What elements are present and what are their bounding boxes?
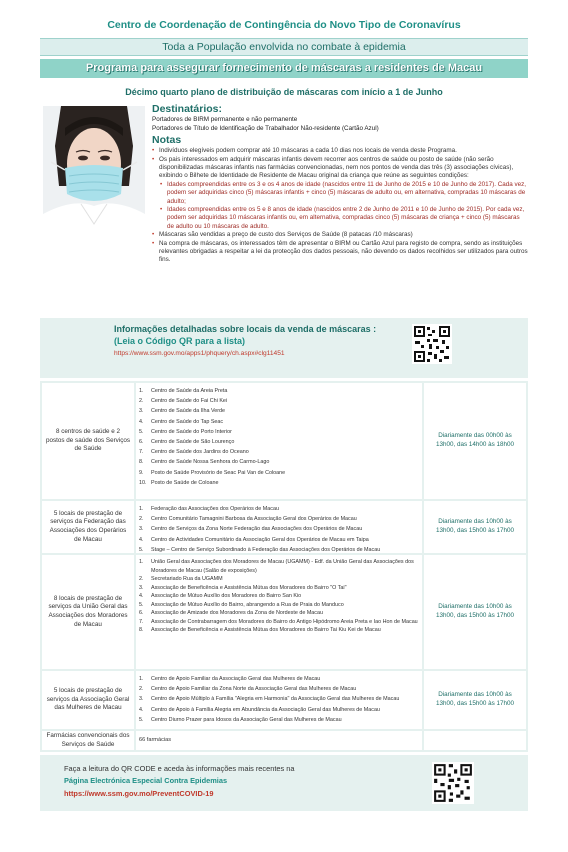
- page-subtitle: Toda a População envolvida no combate à epidemia: [40, 38, 528, 56]
- qr-code-icon[interactable]: [412, 324, 452, 364]
- notas-title: Notas: [152, 134, 182, 147]
- intro-text: [152, 103, 528, 265]
- group-cell: 5 locais de prestação de serviços da Associação Geral das Mulheres de Macau: [42, 671, 134, 729]
- info-section: [40, 318, 528, 378]
- places-cell: [136, 731, 422, 750]
- notes-list: [152, 147, 528, 265]
- places-cell: [136, 501, 422, 553]
- group-cell: Farmácias convencionais dos Serviços de Saúde: [42, 731, 134, 750]
- list-item: 5. Stage – Centro de Serviço Subordinado à Federação das Associações dos Operários de Macau: [139, 546, 381, 553]
- list-item: 4. Centro de Actividades Comunitário da Associação Geral dos Operários de Macau em Taipa: [139, 536, 369, 543]
- plan-title: Décimo quarto plano de distribuição de máscaras com início a 1 de Junho: [125, 87, 443, 97]
- list-item: 3. Centro de Serviços da Zona Norte Federação das Associações dos Operários de Macau: [139, 526, 363, 533]
- places-cell: [136, 671, 422, 729]
- destinatarios-line: Portadores de BIRM permanente e não permanente: [152, 116, 298, 123]
- intro-section: [40, 103, 528, 315]
- table-row: [42, 671, 526, 729]
- list-item: 4. Centro de Saúde do Tap Seac: [139, 418, 224, 425]
- list-item: 1. Centro de Saúde da Areia Preta: [139, 388, 228, 394]
- poster: [40, 18, 528, 811]
- list-item: 2. Centro de Saúde do Fai Chi Kei: [139, 398, 228, 405]
- hours-cell: Diariamente das 10h00 às 13h00, das 15h00 às 17h00: [424, 671, 526, 729]
- list-item: 5. Centro de Saúde do Porto Interior: [139, 428, 232, 435]
- qr-code-icon[interactable]: [432, 762, 474, 804]
- table-row: [42, 555, 526, 669]
- table-row: [42, 501, 526, 553]
- table-row: [42, 731, 526, 750]
- list-item: 4. Centro de Apoio à Família Alegria em Abundância da Associação Geral das Mulheres de Macau: [139, 706, 380, 713]
- note-item: • Na compra de máscaras, os interessados têm de apresentar o BIRM ou Cartão Azul para registo de compra, sendo as instituições relevantes obrigadas a respeitar a lei da protecção dos dados pessoais, não devendo os dados recolhidos ser utilizados para outros fins.: [152, 240, 528, 265]
- list-item: 4. Associação de Mútuo Auxílio dos Moradores do Bairro San Kio: [139, 593, 302, 599]
- list-item: 5. Associação de Mútuo Auxílio do Bairro, abrangendo a Rua de Praia do Manduco: [139, 601, 344, 608]
- footer-page-name: Página Electrónica Especial Contra Epidemias: [64, 776, 228, 785]
- list-item: 7. Centro de Saúde dos Jardins do Oceano: [139, 449, 249, 456]
- destinatarios-line: Portadores de Título de Identificação de Trabalhador Não-residente (Cartão Azul): [152, 124, 379, 132]
- places-cell: [136, 383, 422, 499]
- note-item: • Os pais interessados em adquirir máscaras infantis devem recorrer aos centros de saúde ou posto de saúde (não serão disponibilizadas máscaras infantis nas farmácias convencionadas, nem nos pontos de venda das três (3) associações cívicas), exibindo o Bilhete de Identidade de Residente de Macau original da criança que reúne as seguintes condições:: [152, 156, 528, 181]
- locations-table: [40, 381, 528, 752]
- hours-cell: Diariamente das 10h00 às 13h00, das 15h00 às 17h00: [424, 501, 526, 553]
- footer-link[interactable]: https://www.ssm.gov.mo/PreventCOVID-19: [64, 789, 214, 798]
- hours-cell: Diariamente das 00h00 às 13h00, das 14h00 às 18h00: [424, 383, 526, 499]
- group-cell: 8 centros de saúde e 2 postos de saúde dos Serviços de Saúde: [42, 383, 134, 499]
- footer-section: [40, 755, 528, 811]
- list-item: 1. Centro de Apoio Familiar da Associação Geral das Mulheres de Macau: [139, 676, 321, 682]
- hours-cell: [424, 731, 526, 750]
- footer-text: Faça a leitura do QR CODE e aceda às informações mais recentes na: [64, 764, 295, 773]
- list-item: 1. União Geral das Associações dos Moradores de Macau (UGAMM) - Edf. da União Geral das Associações dos Moradores de Macau (Salão de exposições): [139, 559, 414, 574]
- list-item: 6. Associação de Amizade dos Moradores da Zona de Nordeste de Macau: [139, 610, 323, 616]
- list-item: 8. Associação de Beneficência e Assistência Mútua dos Moradores do Bairro Tai Kiu Kei de Macau: [139, 627, 381, 633]
- list-item: 5. Centro Diurno Prazer para Idosos da Associação Geral das Mulheres de Macau: [139, 716, 342, 723]
- pharmacy-count: 66 farmácias: [139, 737, 172, 744]
- info-link[interactable]: https://www.ssm.gov.mo/apps1/phquery/ch.aspx#clg11451: [114, 350, 285, 357]
- program-banner: Programa para assegurar fornecimento de máscaras a residentes de Macau: [40, 59, 528, 78]
- info-subtitle: (Leia o Código QR para a lista): [114, 336, 246, 346]
- list-item: 6. Centro de Saúde de São Lourenço: [139, 439, 235, 446]
- list-item: 2. Centro Comunitário Tamagnini Barbosa da Associação Geral dos Operários de Macau: [139, 516, 357, 523]
- note-item: • Máscaras são vendidas a preço de custo dos Serviços de Saúde (8 patacas /10 máscaras): [152, 231, 528, 239]
- list-item: 10. Posto de Saúde de Coloane: [139, 479, 219, 486]
- woman-with-mask-photo: [43, 106, 145, 236]
- list-item: 3. Centro de Saúde da Ilha Verde: [139, 408, 226, 415]
- list-item: 3. Centro de Apoio Múltiplo à Família "Alegria em Harmonia" da Associação Geral das Mulheres de Macau: [139, 696, 400, 703]
- list-item: 7. Associação de Contrabarragem dos Moradores do Bairro do Antigo Hipódromo Areia Preta e Iao Hon de Macau: [139, 618, 418, 625]
- group-cell: 5 locais de prestação de serviços da Federação das Associações dos Operários de Macau: [42, 501, 134, 553]
- places-cell: [136, 555, 422, 669]
- group-cell: 8 locais de prestação de serviços da União Geral das Associações dos Moradores de Macau: [42, 555, 134, 669]
- list-item: 1. Federação das Associações dos Operários de Macau: [139, 506, 279, 512]
- info-title: Informações detalhadas sobre locais da venda de máscaras :: [114, 324, 377, 334]
- destinatarios-title: Destinatários:: [152, 103, 223, 115]
- list-item: 9. Posto de Saúde Provisório de Seac Pai Van de Coloane: [139, 469, 286, 476]
- table-row: [42, 383, 526, 499]
- note-item: • Indivíduos elegíveis podem comprar até 10 máscaras a cada 10 dias nos locais de venda deste Programa.: [152, 147, 528, 155]
- note-subitem: • Idades compreendidas entre os 3 e os 4 anos de idade (nascidos entre 11 de Junho de 2015 e 10 de Junho de 2017). Cada vez, podem ser adquiridas cinco (5) máscaras infantis + cinco (5) máscaras de adulto ou, em alternativa, compradas 10 máscaras de adulto;: [152, 181, 528, 206]
- list-item: 2. Centro de Apoio Familiar da Zona Norte da Associação Geral das Mulheres de Macau: [139, 686, 357, 693]
- note-subitem: • Idades compreendidas entre os 5 e 8 anos de idade (nascidos entre 2 de Junho de 2011 e 10 de Junho de 2015). Por cada vez, podem ser adquiridas 10 máscaras infantis ou, em alternativa, compradas cinco (5) máscaras de criança + cinco (5) máscaras de adulto ou 10 máscaras de adulto.: [152, 206, 528, 231]
- hours-cell: Diariamente das 10h00 às 13h00, das 15h00 às 17h00: [424, 555, 526, 669]
- page-title: Centro de Coordenação de Contingência do Novo Tipo de Coronavírus: [107, 19, 461, 31]
- list-item: 3. Associação de Beneficência e Assistência Mútua dos Moradores do Bairro "O Tai": [139, 584, 347, 591]
- list-item: 8. Centro de Saúde Nossa Senhora do Carmo-Lago: [139, 459, 270, 466]
- list-item: 2. Secretariado Rua da UGAMM: [139, 576, 223, 582]
